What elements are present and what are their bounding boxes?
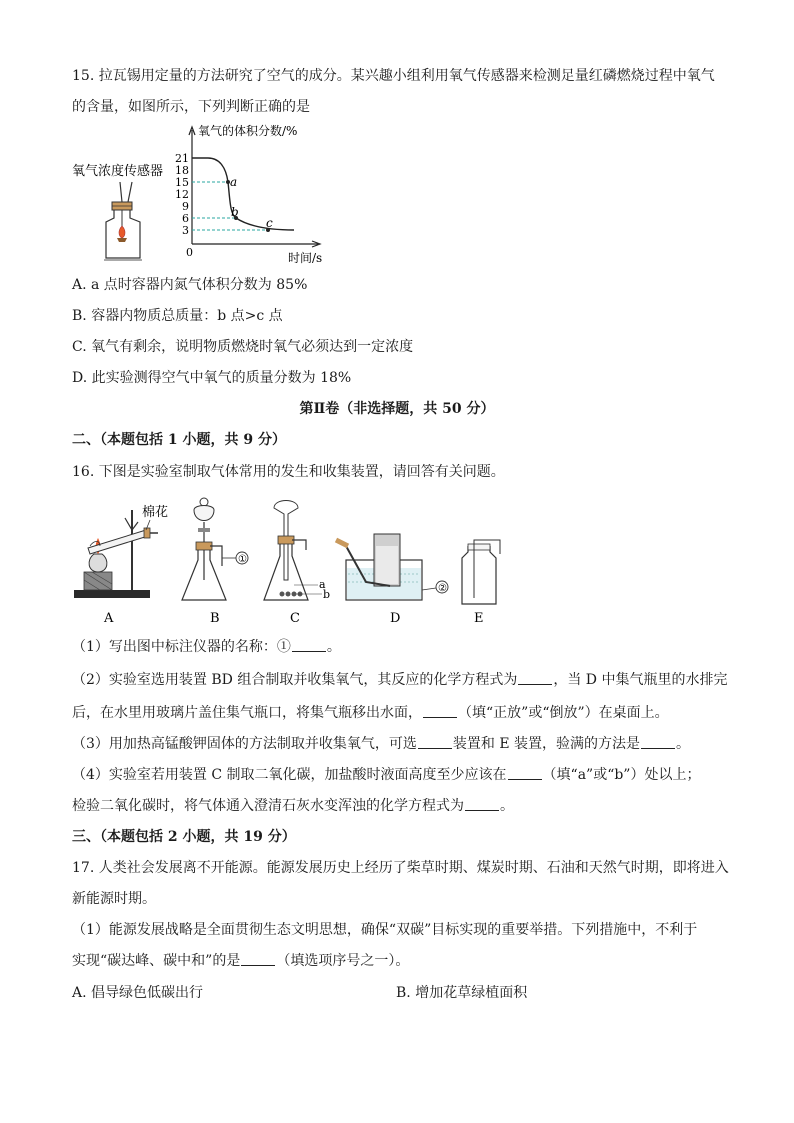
answer-blank-1[interactable] [292,637,326,652]
apparatus-e-icon [462,540,500,604]
answer-blank-5[interactable] [641,734,675,749]
q17-option-b: B. 增加花草绿植面积 [396,985,528,1001]
label-circle2: ② [438,583,447,594]
ytick-12: 12 [175,188,189,201]
q16-part2-cont [72,703,669,723]
q15-option-a: A. a 点时容器内氮气体积分数为 85% [72,277,308,293]
ytick-21: 21 [175,152,189,165]
sensor-bottle-icon [104,202,142,260]
q16-part4-cont [72,796,514,816]
label-c: c [266,216,273,230]
q16-apparatus-figure [70,490,520,628]
q17-part1-line1: （1）能源发展战略是全面贯彻生态文明思想，确保“双碳”目标实现的重要举措。下列措施中，不利于 [72,922,698,938]
label-circle1: ① [238,554,247,565]
ytick-9: 9 [182,200,189,213]
q16-part2 [72,670,727,690]
q16-part3-text: （3）用加热高锰酸钾固体的方法制取并收集氧气，可选 [72,736,417,752]
section2-title: 二、（本题包括 1 小题，共 9 分） [72,432,286,448]
sensor-label: 氧气浓度传感器 [72,164,164,179]
label-a-mark: a [319,578,326,591]
graph-xlabel: 时间/s [288,251,323,265]
ytick-15: 15 [175,176,189,189]
apparatus-a-icon [74,510,158,598]
label-C: C [290,611,300,626]
answer-blank-4[interactable] [418,734,452,749]
apparatus-d-icon [336,534,422,600]
q15-figure [68,120,358,270]
label-cotton: 棉花 [142,505,169,520]
answer-blank-2[interactable] [518,670,552,685]
ytick-18: 18 [175,164,189,177]
q17-part1-end: （填选项序号之一）。 [276,953,410,969]
graph-ylabel: 氧气的体积分数/% [198,124,298,138]
q15-option-d: D. 此实验测得空气中氧气的质量分数为 18% [72,370,352,386]
ytick-6: 6 [182,212,189,225]
label-B: B [210,611,220,626]
q17-option-a: A. 倡导绿色低碳出行 [72,985,204,1001]
volume-title: 第Ⅱ卷（非选择题，共 50 分） [299,401,495,417]
q16-part2b-end: （填“正放”或“倒放”）在桌面上。 [458,705,669,721]
q16-part1 [72,637,341,657]
answer-blank-8[interactable] [241,951,275,966]
q16-part4 [72,765,700,785]
q16-part3 [72,734,690,754]
ytick-3: 3 [182,224,189,237]
answer-blank-6[interactable] [508,765,542,780]
apparatus-b-icon [182,498,226,600]
q16-part4b-end: 。 [500,798,514,814]
answer-blank-3[interactable] [423,703,457,718]
q16-part1-end: 。 [326,639,341,655]
q15-stem-line2: 的含量，如图所示，下列判断正确的是 [72,99,310,115]
q16-part4-end: （填“a”或“b”）处以上； [542,767,701,783]
q16-intro: 16. 下图是实验室制取气体常用的发生和收集装置，请回答有关问题。 [72,464,505,480]
q16-part2-end: ，当 D 中集气瓶里的水排完 [553,672,728,688]
q15-option-c: C. 氧气有剩余，说明物质燃烧时氧气必须达到一定浓度 [72,339,414,355]
graph-origin: 0 [186,246,193,259]
q16-part4-text: （4）实验室若用装置 C 制取二氧化碳，加盐酸时液面高度至少应该在 [72,767,507,783]
label-A: A [104,611,114,626]
q15-option-b: B. 容器内物质总质量：b 点>c 点 [72,308,283,324]
label-b: b [231,205,239,219]
section3-title: 三、（本题包括 2 小题，共 19 分） [72,829,296,845]
answer-blank-7[interactable] [465,796,499,811]
q16-part1-text: （1）写出图中标注仪器的名称：① [72,639,291,655]
oxygen-curve [192,158,294,230]
q17-part1-line2 [72,951,409,971]
q16-part3-end: 。 [676,736,691,752]
label-a: a [230,175,238,189]
label-E: E [474,611,484,626]
q15-stem-line1: 15. 拉瓦锡用定量的方法研究了空气的成分。某兴趣小组利用氧气传感器来检测足量红磷燃烧过程中氧气 [72,68,715,84]
q16-part2-text: （2）实验室选用装置 BD 组合制取并收集氧气，其反应的化学方程式为 [72,672,518,688]
q17-stem-line1: 17. 人类社会发展离不开能源。能源发展历史上经历了柴草时期、煤炭时期、石油和天然气时期，即将进入 [72,860,729,876]
q17-part1-text: 实现“碳达峰、碳中和”的是 [72,953,241,969]
q16-part3-mid: 装置和 E 装置，验满的方法是 [452,736,641,752]
label-b-mark: b [323,588,331,601]
q16-part2b-text: 后，在水里用玻璃片盖住集气瓶口，将集气瓶移出水面， [72,705,422,721]
q16-part4b-text: 检验二氧化碳时，将气体通入澄清石灰水变浑浊的化学方程式为 [72,798,464,814]
q17-stem-line2: 新能源时期。 [72,891,156,907]
label-D: D [390,611,401,626]
